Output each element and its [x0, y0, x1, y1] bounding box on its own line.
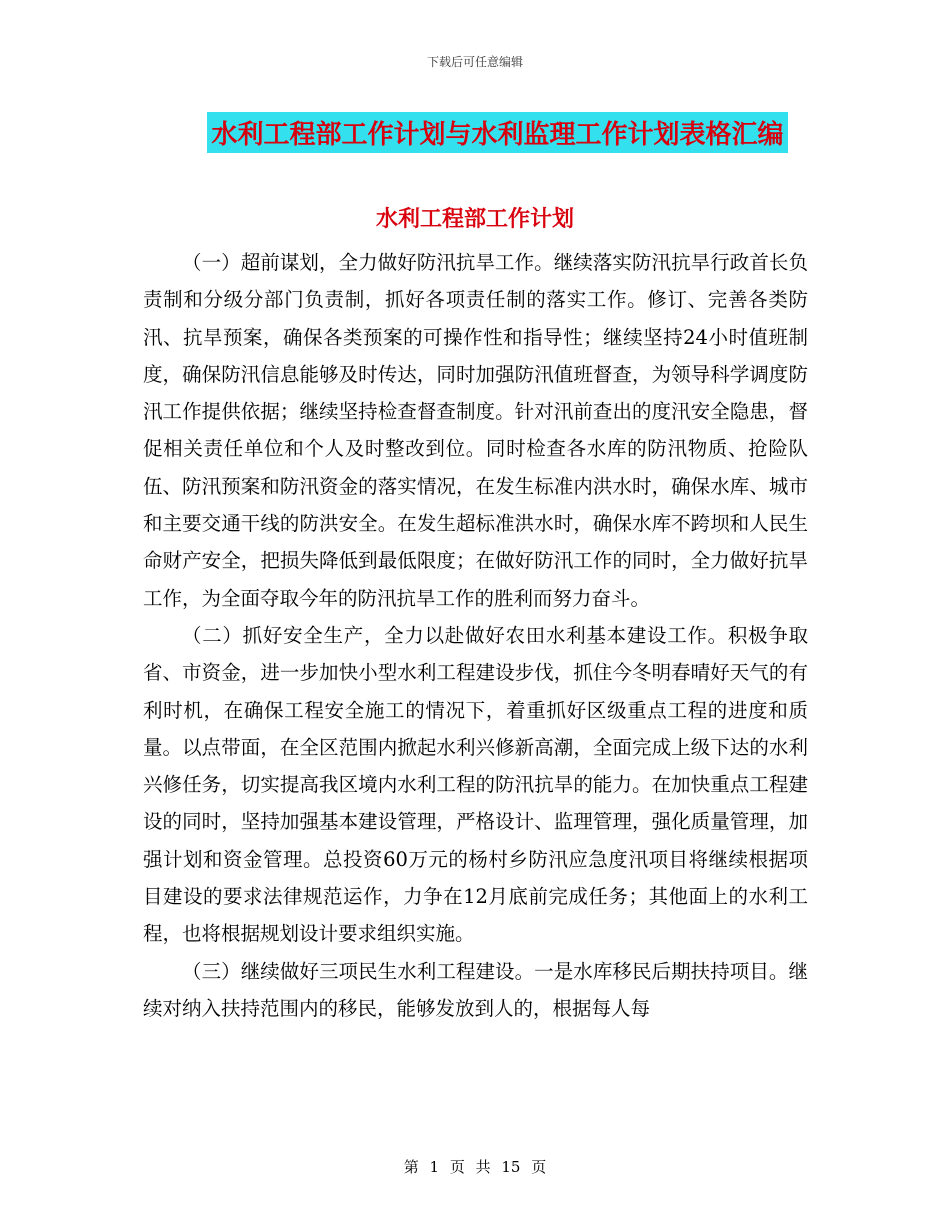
paragraph-3: （三）继续做好三项民生水利工程建设。一是水库移民后期扶持项目。继续对纳入扶持范围内的移民，能够发放到人的，根据每人每: [143, 959, 808, 1020]
paragraph-1: （一）超前谋划，全力做好防汛抗旱工作。继续落实防汛抗旱行政首长负责制和分级分部门负责制，抓好各项责任制的落实工作。修订、完善各类防汛、抗旱预案，确保各类预案的可操作性和指导性；继续坚持24小时值班制度，确保防汛信息能够及时传达，同时加强防汛值班督查，为领导科学调度防汛工作提供依据；继续坚持检查督查制度。针对汛前查出的度汛安全隐患，督促相关责任单位和个人及时整改到位。同时检查各水库的防汛物质、抢险队伍、防汛预案和防汛资金的落实情况，在发生标准内洪水时，确保水库、城市和主要交通干线的防洪安全。在发生超标准洪水时，确保水库不跨坝和人民生命财产安全，把损失降低到最低限度；在做好防汛工作的同时，全力做好抗旱工作，为全面夺取今年的防汛抗旱工作的胜利而努力奋斗。: [143, 251, 808, 610]
paragraph-2: （二）抓好安全生产，全力以赴做好农田水利基本建设工作。积极争取省、市资金，进一步加快小型水利工程建设步伐，抓住今冬明春晴好天气的有利时机，在确保工程安全施工的情况下，着重抓好区级重点工程的进度和质量。以点带面，在全区范围内掀起水利兴修新高潮，全面完成上级下达的水利兴修任务，切实提高我区境内水利工程的防汛抗旱的能力。在加快重点工程建设的同时，坚持加强基本建设管理，严格设计、监理管理，强化质量管理，加强计划和资金管理。总投资60万元的杨村乡防汛应急度汛项目将继续根据项目建设的要求法律规范运作，力争在12月底前完成任务；其他面上的水利工程，也将根据规划设计要求组织实施。: [143, 623, 808, 946]
section-title: 水利工程部工作计划: [375, 207, 574, 232]
main-title-wrap: [0, 112, 950, 153]
body-text: [143, 244, 808, 1027]
header-note: 下载后可任意编辑: [426, 55, 523, 69]
page-footer: 第 1 页 共 15 页: [403, 1158, 547, 1176]
main-title: 水利工程部工作计划与水利监理工作计划表格汇编: [207, 112, 787, 153]
